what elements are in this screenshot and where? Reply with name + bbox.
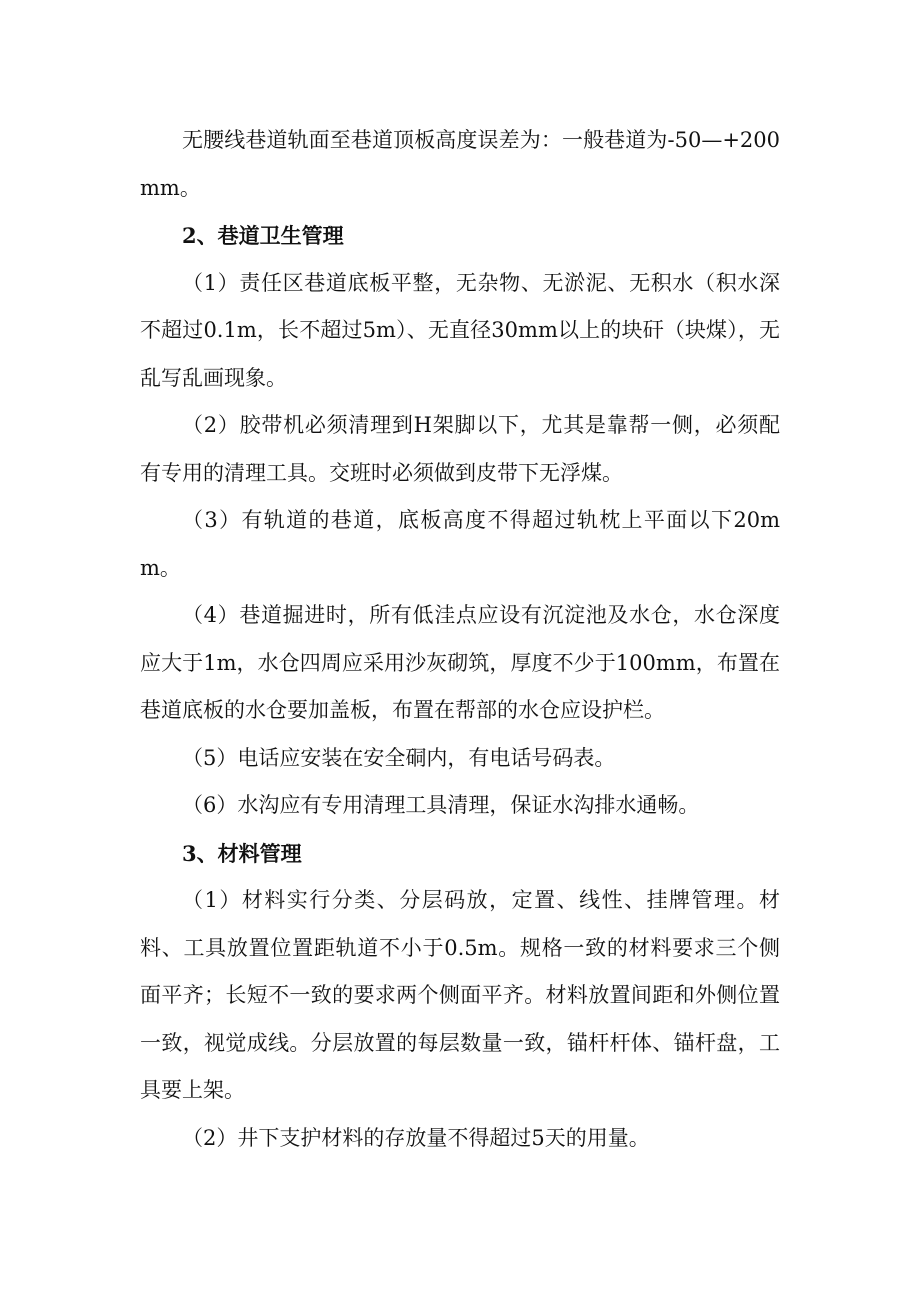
intro-paragraph: 无腰线巷道轨面至巷道顶板高度误差为：一般巷道为-50—+200mm。	[140, 128, 780, 200]
section-3-item-1: （1）材料实行分类、分层码放，定置、线性、挂牌管理。材料、工具放置位置距轨道不小于0.5m。规格一致的材料要求三个侧面平齐；长短不一致的要求两个侧面平齐。材料放置间距和外侧位置一致，视觉成线。分层放置的每层数量一致，锚杆杆体、锚杆盘，工具要上架。	[140, 888, 780, 1102]
section-2-item-1: （1）责任区巷道底板平整，无杂物、无淤泥、无积水（积水深不超过0.1m，长不超过5m）、无直径30mm以上的块矸（块煤），无乱写乱画现象。	[140, 270, 780, 390]
section-2-item-5: （5）电话应安装在安全硐内，有电话号码表。	[182, 745, 616, 770]
section-3-item-2: （2）井下支护材料的存放量不得超过5天的用量。	[182, 1125, 650, 1150]
section-2-item-2: （2）胶带机必须清理到H架脚以下，尤其是靠帮一侧，必须配有专用的清理工具。交班时必须做到皮带下无浮煤。	[140, 413, 780, 485]
document-body	[140, 117, 780, 1162]
section-2-heading: 2、巷道卫生管理	[182, 223, 344, 248]
section-3-heading: 3、材料管理	[182, 840, 302, 866]
section-2-item-6: （6）水沟应有专用清理工具清理，保证水沟排水通畅。	[182, 793, 700, 817]
section-2-item-4: （4）巷道掘进时，所有低洼点应设有沉淀池及水仓，水仓深度应大于1m，水仓四周应采用沙灰砌筑，厚度不少于100mm，布置在巷道底板的水仓要加盖板，布置在帮部的水仓应设护栏。	[140, 603, 780, 722]
section-2-item-3: （3）有轨道的巷道，底板高度不得超过轨枕上平面以下20mm。	[140, 508, 780, 580]
